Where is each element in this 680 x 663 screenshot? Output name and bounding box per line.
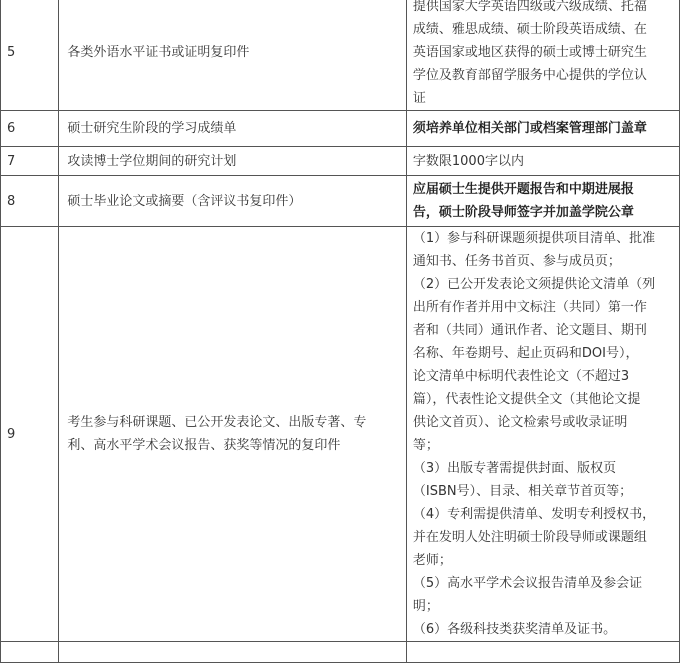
row-number: 7 bbox=[1, 147, 59, 176]
material-item: 硕士毕业论文或摘要（含评议书复印件） bbox=[59, 176, 406, 227]
note-line: （5）高水平学术会议报告清单及参会证 bbox=[412, 576, 643, 591]
table-row bbox=[1, 642, 680, 663]
note-line: 供论文首页）、论文检索号或收录证明 bbox=[412, 415, 628, 430]
material-item bbox=[59, 642, 406, 663]
row-number: 9 bbox=[1, 227, 59, 642]
table-row bbox=[1, 0, 680, 111]
material-item: 硕士研究生阶段的学习成绩单 bbox=[59, 111, 406, 147]
material-note bbox=[406, 147, 679, 176]
note-line: 提供国家大学英语四级或六级成绩、托福 bbox=[412, 0, 647, 14]
material-item bbox=[59, 227, 406, 642]
material-note bbox=[406, 0, 679, 111]
note-line: 英语国家或地区获得的硕士或博士研究生 bbox=[412, 45, 647, 60]
note-line: 论文清单中标明代表性论文（不超过3 bbox=[412, 369, 630, 384]
row-number: 5 bbox=[1, 0, 59, 111]
note-line: （ISBN号）、目录、相关章节首页等； bbox=[412, 484, 633, 499]
note-line: 篇），代表性论文提供全文（其他论文提 bbox=[412, 392, 641, 407]
note-line: 应届硕士生提供开题报告和中期进展报 bbox=[412, 182, 634, 197]
note-line: （4）专利需提供清单、发明专利授权书， bbox=[412, 507, 656, 522]
note-line: 出所有作者并用中文标注（共同）第一作 bbox=[412, 300, 647, 315]
note-line: 字数限1000字以内 bbox=[412, 153, 524, 169]
note-line: 通知书、任务书首页、参与成员页； bbox=[412, 254, 621, 269]
material-note bbox=[406, 111, 679, 147]
material-note bbox=[406, 227, 679, 642]
note-line: （2）已公开发表论文须提供论文清单（列 bbox=[412, 277, 656, 292]
note-line: （1）参与科研课题须提供项目清单、批准 bbox=[412, 231, 656, 246]
row-number: 6 bbox=[1, 111, 59, 147]
item-line: 考生参与科研课题、已公开发表论文、出版专著、专 bbox=[67, 415, 367, 430]
note-line: 告，硕士阶段导师签字并加盖学院公章 bbox=[412, 205, 634, 220]
material-item: 攻读博士学位期间的研究计划 bbox=[59, 147, 406, 176]
material-item: 各类外语水平证书或证明复印件 bbox=[59, 0, 406, 111]
item-line: 利、高水平学术会议报告、获奖等情况的复印件 bbox=[67, 438, 341, 453]
row-number bbox=[1, 642, 59, 663]
note-line: 等； bbox=[412, 438, 439, 453]
table-row bbox=[1, 176, 680, 227]
note-line: 老师； bbox=[412, 553, 452, 568]
note-line: 明； bbox=[412, 599, 439, 614]
table-row bbox=[1, 147, 680, 176]
note-line: 证 bbox=[412, 91, 426, 106]
note-line: （3）出版专著需提供封面、版权页 bbox=[412, 461, 617, 476]
note-line: 并在发明人处注明硕士阶段导师或课题组 bbox=[412, 530, 647, 545]
material-note bbox=[406, 176, 679, 227]
note-line: 名称、年卷期号、起止页码和DOI号）， bbox=[412, 346, 639, 361]
table-row bbox=[1, 227, 680, 642]
note-line: 者和（共同）通讯作者、论文题目、期刊 bbox=[412, 323, 647, 338]
material-note bbox=[406, 642, 679, 663]
note-line: 成绩、雅思成绩、硕士阶段英语成绩、在 bbox=[412, 22, 647, 37]
note-line: 学位及教育部留学服务中心提供的学位认 bbox=[412, 68, 647, 83]
note-line: 须培养单位相关部门或档案管理部门盖章 bbox=[412, 121, 647, 136]
row-number: 8 bbox=[1, 176, 59, 227]
note-line: （6）各级科技类获奖清单及证书。 bbox=[412, 622, 617, 637]
table-row bbox=[1, 111, 680, 147]
